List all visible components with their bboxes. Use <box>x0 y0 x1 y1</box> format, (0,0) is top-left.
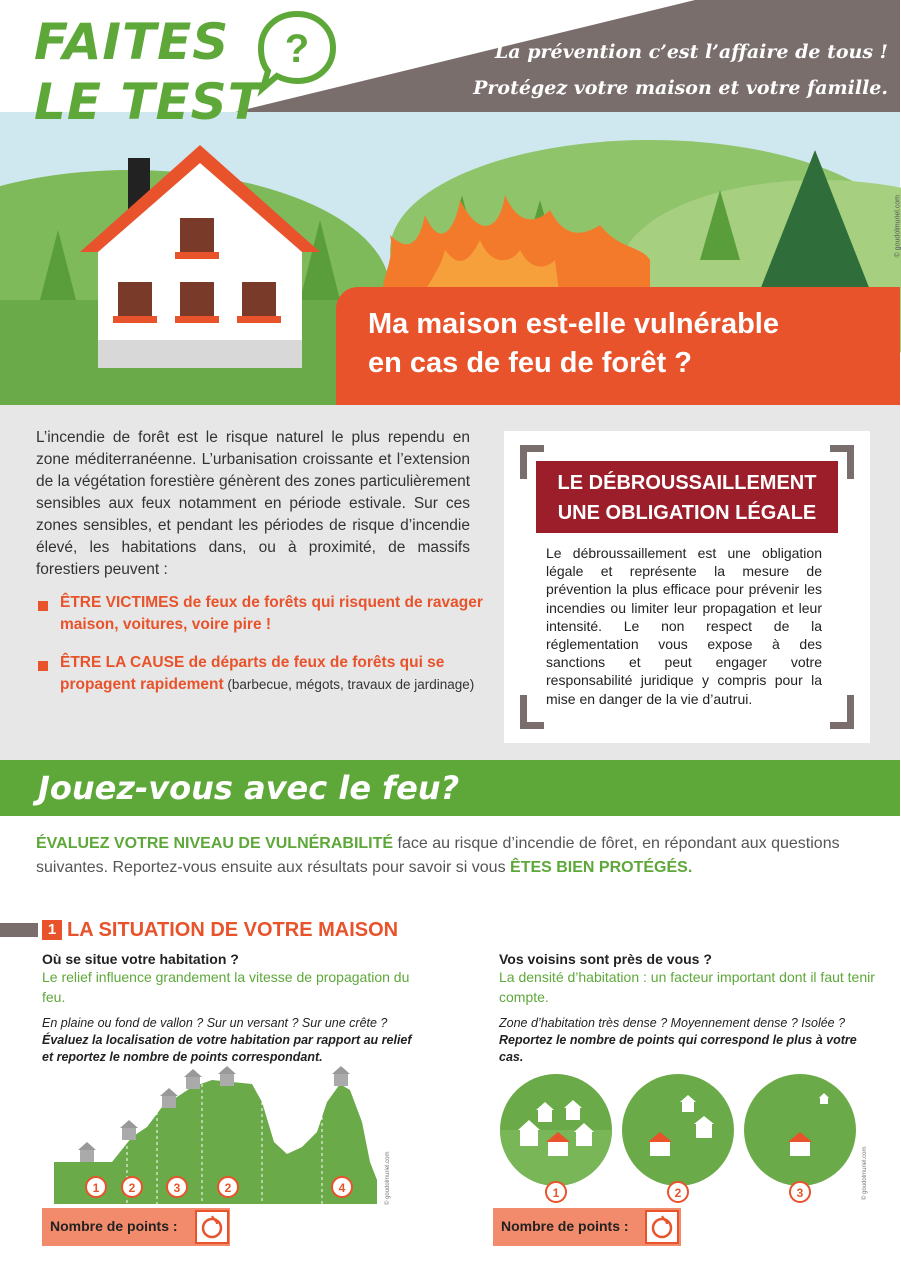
score-label-2: 2 <box>128 1181 136 1195</box>
neighbors-options: Zone d’habitation très dense ? Moyennement dense ? Isolée ? <box>499 1016 846 1030</box>
legal-box-body: Le débroussaillement est une obligation légale et représente la mesure de prévention la plus efficace pour prévenir les incendies ou limiter leur propagation et leur intensité. Le non respect de la réglementation vous expose à des sanctions et peut engager votre responsabilité juridique y compris pour la mise en danger de la vie d’autrui. <box>546 545 822 707</box>
legal-box-title <box>536 461 838 533</box>
relief-diagram <box>52 1062 392 1204</box>
section-number: 1 <box>42 920 62 940</box>
question-bubble-icon <box>255 8 340 98</box>
density-credit: © goudolmuriel.com <box>862 1146 868 1200</box>
intro-section <box>0 405 900 760</box>
bullet-marker <box>38 601 48 611</box>
tagline-line-2: Protégez votre maison et votre famille. <box>473 77 888 99</box>
density-label-2: 2 <box>674 1186 682 1200</box>
neighbors-instruction: Reportez le nombre de points qui correspond le plus à votre cas. <box>499 1033 857 1064</box>
svg-text:?: ? <box>284 27 310 71</box>
score-label-4: 2 <box>224 1181 232 1195</box>
density-label-3: 3 <box>796 1186 804 1200</box>
question-neighbors <box>499 950 879 1066</box>
evaluate-text: face au risque d’incendie de fôret, en répondant aux questions suivantes. Reportez-vous ensuite aux résultats pour savoir si vous <box>36 835 840 876</box>
evaluate-instructions <box>36 832 866 880</box>
points-field-location <box>42 1208 230 1246</box>
title-line-1: FAITES <box>34 13 230 71</box>
hero-banner <box>0 0 900 405</box>
relief-credit: © goudolmuriel.com <box>385 1151 391 1205</box>
location-options: En plaine ou fond de vallon ? Sur un versant ? Sur une crête ? <box>42 1016 388 1030</box>
main-question <box>336 287 900 405</box>
flame-icon <box>647 1212 677 1242</box>
score-label-5: 4 <box>338 1181 346 1195</box>
question-line-1: Ma maison est-elle vulnérable <box>368 308 779 340</box>
points-entry-box[interactable] <box>645 1210 679 1244</box>
points-label: Nombre de points : <box>50 1218 178 1234</box>
legal-title-line-2: UNE OBLIGATION LÉGALE <box>557 502 817 524</box>
page-title <box>34 12 263 132</box>
evaluate-highlight-2: ÊTES BIEN PROTÉGÉS. <box>510 859 693 876</box>
neighbors-subtitle: La densité d’habitation : un facteur important dont il faut tenir compte. <box>499 969 875 1005</box>
location-subtitle: Le relief influence grandement la vitesse de propagation du feu. <box>42 969 410 1005</box>
score-label-3: 3 <box>173 1181 181 1195</box>
bullet-marker <box>38 661 48 671</box>
legal-title-line-1: LE DÉBROUSSAILLEMENT <box>557 472 817 494</box>
frame-corner <box>830 695 854 729</box>
tagline-line-1: La prévention c’est l’affaire de tous ! <box>494 41 888 63</box>
density-label-1: 1 <box>552 1186 560 1200</box>
points-field-neighbors <box>493 1208 681 1246</box>
frame-corner <box>520 695 544 729</box>
location-instruction: Évaluez la localisation de votre habitation par rapport au relief et reportez le nombre de points correspondant. <box>42 1033 412 1064</box>
bullet-2-rest: (barbecue, mégots, travaux de jardinage) <box>223 677 475 692</box>
bullet-2-bold: ÊTRE LA CAUSE de départs de feux de forêts qui se propagent rapidement <box>60 654 445 693</box>
neighbors-question: Vos voisins sont près de vous ? <box>499 951 712 967</box>
section-title: LA SITUATION DE VOTRE MAISON <box>67 919 399 941</box>
tagline <box>473 34 888 106</box>
title-line-2: LE TEST <box>34 73 263 131</box>
density-diagram <box>500 1072 860 1204</box>
game-banner <box>0 760 900 816</box>
flame-icon <box>197 1212 227 1242</box>
evaluate-highlight-1: ÉVALUEZ VOTRE NIVEAU DE VULNÉRABILITÉ <box>36 835 394 852</box>
intro-paragraph: L’incendie de forêt est le risque naturel le plus rependu en zone méditerranéenne. L’urbanisation croissante et l’extension de la végétation forestière génèrent des zones particulièrement sensibles aux feux notamment en période estivale. Sur ces zones sensibles, et pendant les périodes de risque d’incendie élevé, les habitations dans, ou à proximité, de massifs forestiers peuvent : <box>36 429 470 578</box>
score-label-1: 1 <box>92 1181 100 1195</box>
points-label: Nombre de points : <box>501 1218 629 1234</box>
section-bar <box>0 923 38 937</box>
bullet-2-text <box>60 652 488 696</box>
question-line-2: en cas de feu de forêt ? <box>368 347 692 379</box>
legal-obligation-box <box>504 431 870 743</box>
bullet-cause <box>38 652 488 696</box>
bullet-1-text: ÊTRE VICTIMES de feux de forêts qui risquent de ravager maison, voitures, voire pire ! <box>60 594 483 633</box>
image-credit: © goudolmuriel.com <box>894 195 901 258</box>
points-entry-box[interactable] <box>195 1210 229 1244</box>
location-question: Où se situe votre habitation ? <box>42 951 239 967</box>
question-location <box>42 950 422 1066</box>
banner-title: Jouez-vous avec le feu? <box>38 769 460 807</box>
bullet-victims <box>38 592 488 636</box>
